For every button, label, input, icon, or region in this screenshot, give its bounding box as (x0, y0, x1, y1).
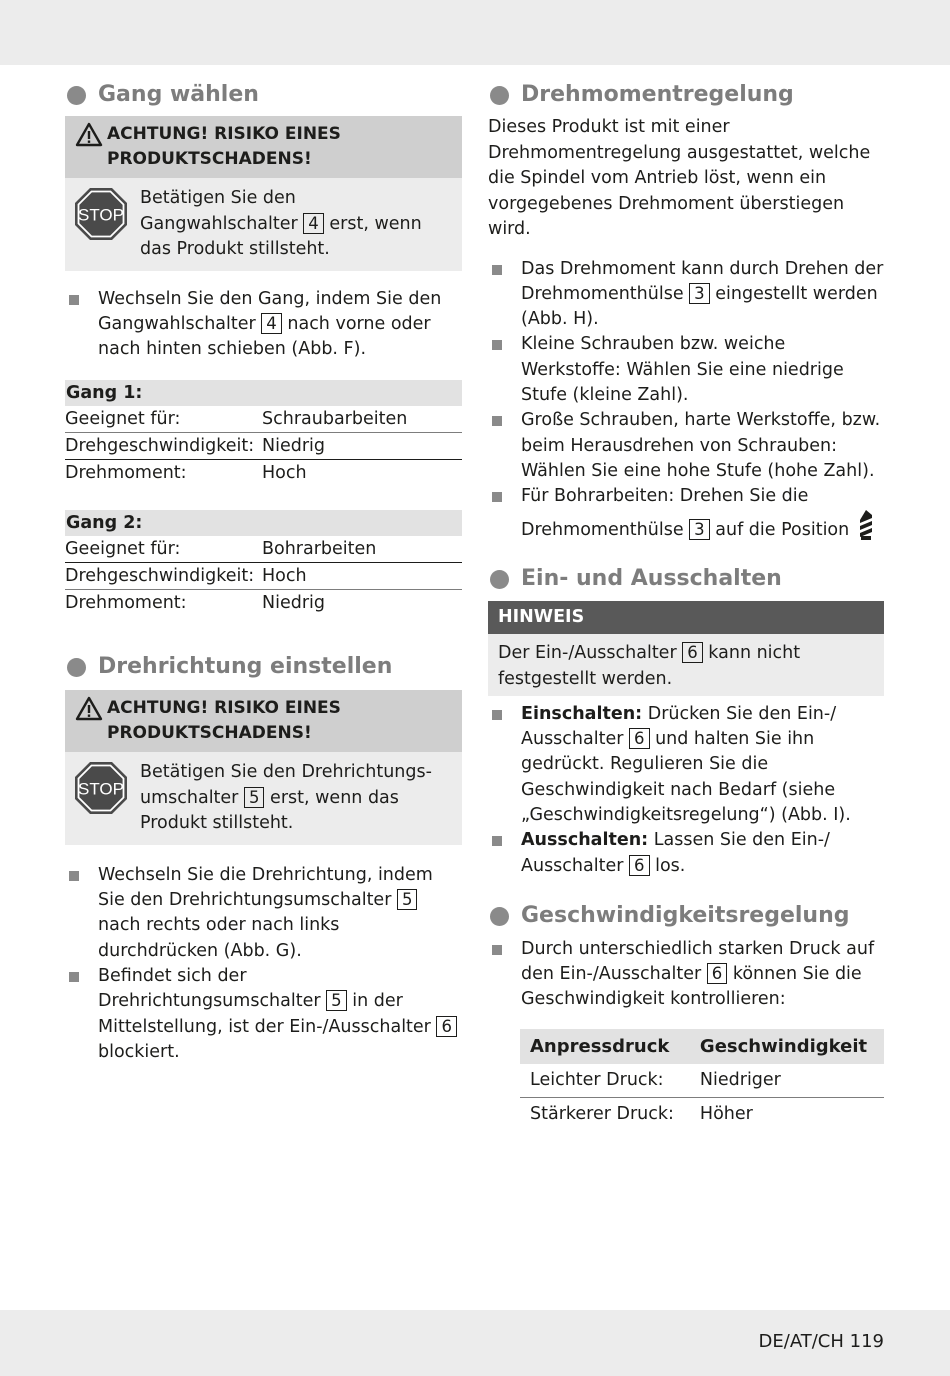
stop-sign-icon (73, 186, 129, 242)
square-bullet-icon (492, 945, 502, 955)
table-key: Geeignet für: (65, 409, 181, 430)
text: Durch unterschiedlich starken Druck auf den Ein-/Ausschalter (521, 938, 875, 985)
text: Befindet sich der Drehrichtungsumschalter (98, 966, 321, 1012)
heading-text: Ein- und Ausschalten (521, 565, 782, 591)
square-bullet-icon (492, 710, 502, 720)
ref-number: 6 (682, 642, 703, 663)
stop-sign-label: STOP (78, 205, 124, 225)
top-bar (0, 0, 950, 65)
list-item (65, 287, 462, 363)
text: Große Schrauben, harte Werkstoffe, bzw. beim Herausdrehen von Schrauben: Wählen Sie eine hohe Stufe (hohe Zahl). (521, 410, 881, 481)
square-bullet-icon (492, 416, 502, 426)
table-cell: Leichter Druck: (530, 1070, 664, 1091)
text: Für Bohrarbeiten: Drehen Sie die Drehmomenthülse (521, 486, 809, 541)
heading-gang-waehlen (65, 80, 462, 110)
note-body (488, 634, 884, 696)
heading-text: Gang wählen (98, 82, 259, 107)
heading-text: Drehmomentregelung (521, 82, 794, 107)
table-key: Drehmoment: (65, 590, 262, 617)
bullet-dot-icon (490, 907, 509, 926)
text: Kleine Schrauben bzw. weiche Werkstoffe: Wählen Sie eine niedrige Stufe (kleine Zahl). (521, 334, 844, 405)
ref-number: 3 (689, 519, 710, 540)
ref-number: 5 (326, 990, 347, 1011)
intro-paragraph: Dieses Produkt ist mit einer Drehmomentregelung ausgestattet, welche die Spindel vom Antrieb löst, wenn ein vorgegebenes Drehmoment überstiegen wird. (488, 117, 871, 239)
right-column (488, 80, 884, 1131)
ref-number: 6 (707, 963, 728, 984)
bullet-list (65, 287, 462, 363)
square-bullet-icon (492, 340, 502, 350)
gang-1-table (65, 380, 462, 486)
text: nach vorne oder nach hinten schieben (Abb. F). (98, 313, 431, 360)
ref-number: 6 (629, 728, 650, 749)
square-bullet-icon (492, 836, 502, 846)
text: in der Mittelstellung, ist der Ein-/Ausschalter (98, 991, 431, 1037)
warning-text: erst, wenn das Produkt stillsteht. (140, 213, 422, 259)
list-item (65, 863, 462, 964)
stop-sign-label: STOP (78, 779, 124, 799)
text: Wechseln Sie den Gang, indem Sie den Gangwahlschalter (98, 288, 442, 334)
warning-body (65, 752, 462, 845)
warning-body (65, 178, 462, 271)
page-footer: DE/AT/CH 119 (758, 1331, 884, 1352)
table-cell: Höher (690, 1097, 884, 1131)
text: los. (655, 855, 686, 876)
drill-bit-icon (857, 509, 875, 541)
warning-triangle-icon (75, 696, 103, 721)
ref-number: 3 (689, 283, 710, 304)
text: eingestellt werden (Abb. H). (521, 283, 878, 330)
table-key: Drehgeschwindigkeit: (65, 563, 262, 590)
bold-label: Einschalten: (521, 703, 643, 724)
warning-text: erst, wenn das Produkt stillsteht. (140, 787, 399, 834)
table-value: Hoch (262, 563, 462, 590)
stop-sign-icon (73, 760, 129, 816)
table-header: Geschwindigkeit (690, 1029, 884, 1064)
warning-title: ACHTUNG! RISIKO EINES PRODUKTSCHADENS! (107, 698, 341, 744)
heading-ein-ausschalten (488, 564, 884, 594)
table-value: Niedrig (262, 433, 462, 460)
table-row (520, 1097, 884, 1131)
bullet-list (488, 257, 884, 544)
ref-number: 5 (397, 889, 418, 910)
bullet-list (65, 863, 462, 1065)
left-column (65, 80, 462, 1065)
warning-header (65, 116, 462, 178)
square-bullet-icon (492, 492, 502, 502)
list-item (488, 828, 884, 879)
table-title: Gang 2: (65, 510, 462, 536)
table-row (520, 1064, 884, 1098)
list-item (488, 484, 884, 544)
table-key: Drehmoment: (65, 460, 262, 487)
table-cell: Niedriger (699, 1070, 781, 1091)
ref-number: 4 (303, 213, 324, 234)
text: auf die Position (715, 520, 850, 541)
square-bullet-icon (69, 295, 79, 305)
text: Lassen Sie den Ein-/ Ausschalter (521, 830, 830, 876)
bullet-dot-icon (490, 86, 509, 105)
table-key: Drehgeschwindigkeit: (65, 433, 262, 460)
table-value: Niedrig (262, 590, 462, 617)
warning-title: ACHTUNG! RISIKO EINES PRODUKTSCHADENS! (107, 124, 341, 169)
text: nach rechts oder nach links durchdrücken (Abb. G). (98, 915, 340, 961)
pressure-speed-table (520, 1029, 884, 1131)
bullet-list (488, 702, 884, 879)
list-item (488, 257, 884, 333)
list-item (488, 332, 884, 408)
list-item (65, 964, 462, 1065)
text: Der Ein-/Ausschalter (498, 642, 677, 663)
gang-2-table (65, 510, 462, 616)
table-key: Geeignet für: (65, 539, 181, 560)
bullet-dot-icon (67, 658, 86, 677)
heading-text: Drehrichtung einstellen (98, 654, 393, 680)
bullet-dot-icon (67, 86, 86, 105)
text: blockiert. (98, 1041, 180, 1062)
heading-drehrichtung (65, 652, 462, 682)
list-item (488, 408, 884, 484)
warning-text: Betätigen Sie den Gangwahlschalter (140, 188, 298, 234)
text: können Sie die Geschwindigkeit kontrollieren: (521, 964, 862, 1010)
bold-label: Ausschalten: (521, 830, 649, 851)
heading-geschwindigkeitsregelung (488, 901, 884, 931)
ref-number: 4 (261, 313, 282, 334)
heading-text: Geschwindigkeitsregelung (521, 902, 850, 928)
warning-text: Betätigen Sie den Drehrichtungs-umschalter (140, 762, 432, 808)
text: und halten Sie ihn gedrückt. Regulieren Sie die Geschwindigkeit nach Bedarf (siehe „Geschwindigkeitsregelung“) (Abb. I). (521, 729, 851, 825)
square-bullet-icon (69, 972, 79, 982)
table-header: Anpressdruck (520, 1029, 690, 1064)
text: Wechseln Sie die Drehrichtung, indem Sie den Drehrichtungsumschalter (98, 864, 433, 911)
table-value: Hoch (262, 460, 462, 487)
heading-drehmomentregelung (488, 80, 884, 110)
table-title: Gang 1: (65, 380, 462, 406)
table-cell: Stärkerer Druck: (520, 1097, 690, 1131)
note-header: HINWEIS (488, 601, 884, 634)
square-bullet-icon (492, 265, 502, 275)
list-item (488, 937, 884, 1013)
text: Drücken Sie den Ein-/ Ausschalter (521, 703, 837, 750)
ref-number: 6 (629, 855, 650, 876)
text: kann nicht festgestellt werden. (498, 642, 801, 689)
warning-header (65, 690, 462, 752)
table-value: Schraubarbeiten (262, 409, 408, 430)
ref-number: 6 (436, 1016, 457, 1037)
list-item (488, 702, 884, 828)
bullet-dot-icon (490, 570, 509, 589)
bullet-list (488, 937, 884, 1013)
square-bullet-icon (69, 871, 79, 881)
table-value: Bohrarbeiten (262, 539, 377, 560)
text: Das Drehmoment kann durch Drehen der Drehmomenthülse (521, 258, 884, 304)
warning-triangle-icon (75, 122, 103, 147)
ref-number: 5 (244, 787, 265, 808)
